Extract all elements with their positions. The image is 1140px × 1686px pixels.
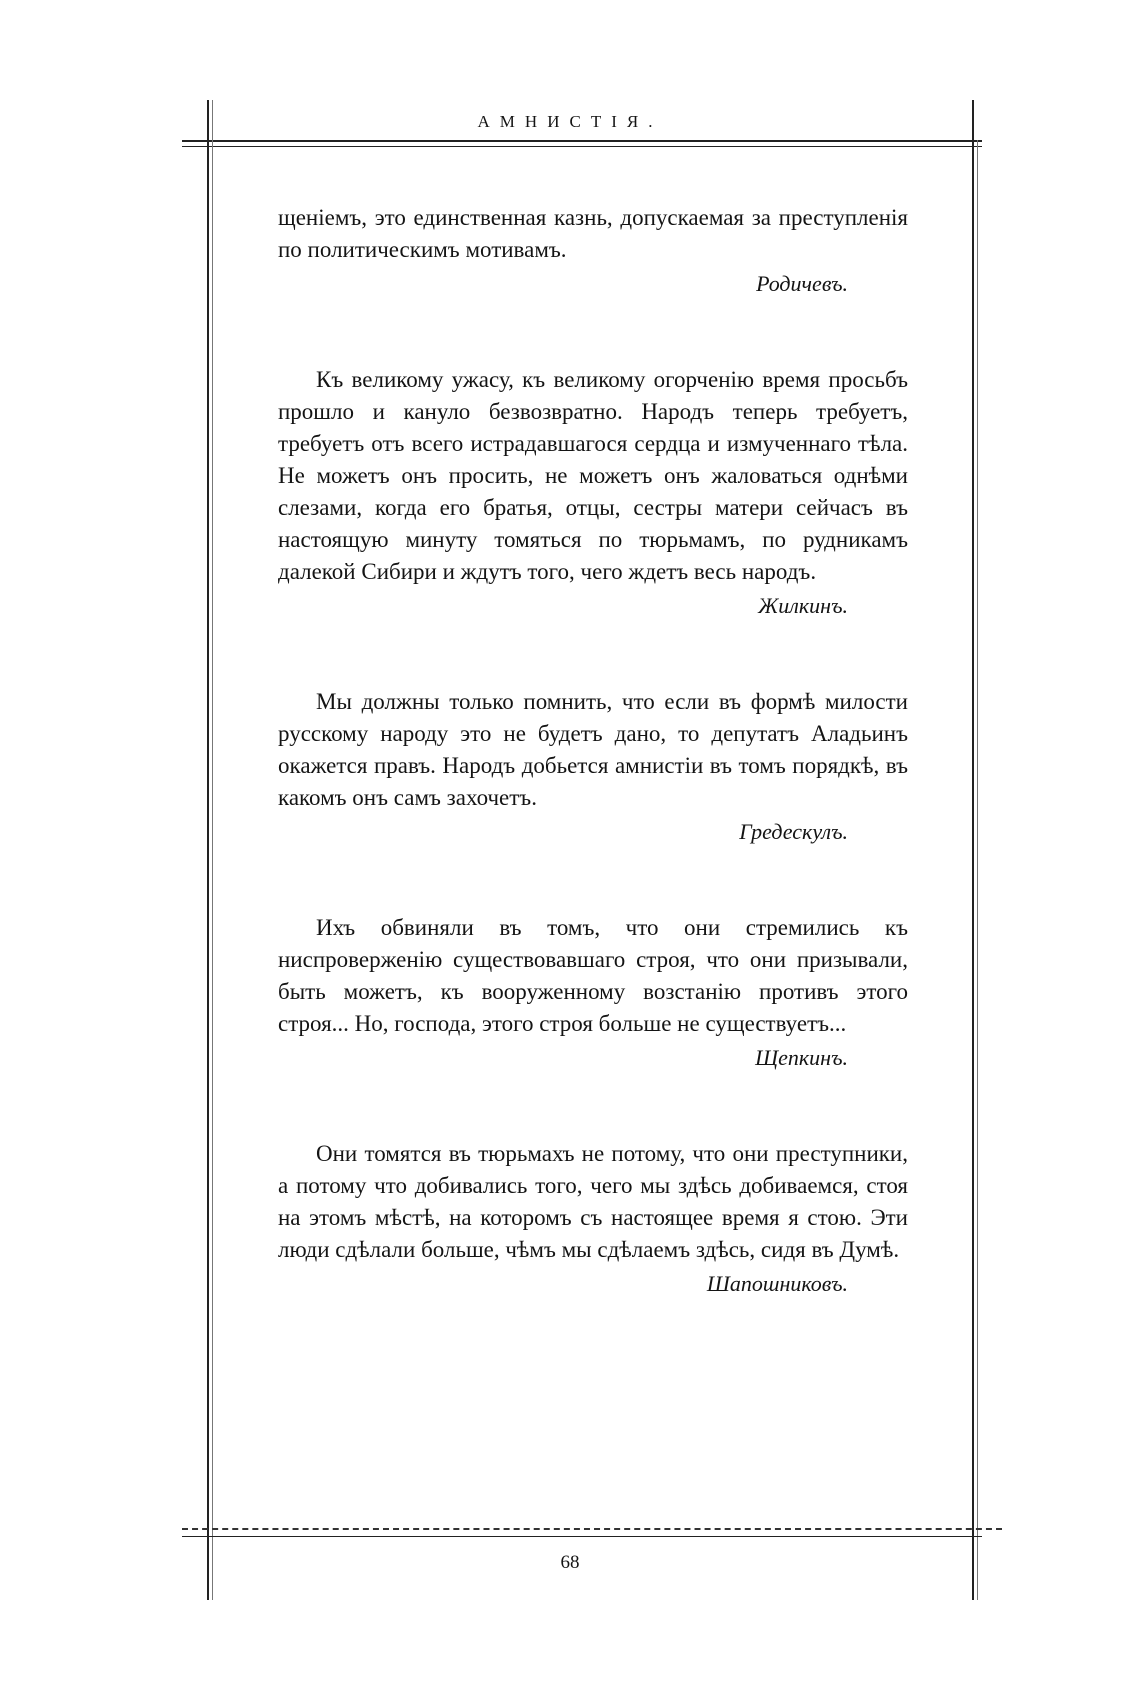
passage-gap — [278, 300, 908, 364]
passage-author: Щепкинъ. — [755, 1045, 848, 1070]
passage-3 — [278, 686, 908, 848]
passage-author: Шапошниковъ. — [706, 1271, 848, 1296]
frame-bottom-line-2 — [182, 1536, 982, 1537]
frame-right-line — [972, 100, 974, 1600]
page-body — [278, 202, 908, 1300]
frame-top-line-1 — [182, 140, 982, 142]
running-title: АМНИСТІЯ. — [477, 112, 663, 131]
passage-text: Къ великому ужасу, къ великому огорченію время просьбъ прошло и кануло безвозвратно. Народъ теперь требуетъ, требуетъ отъ всего истрадавшагося сердца и измученнаго тѣла. Не можетъ онъ просить, не можетъ онъ жаловаться однѣми слезами, когда его братья, отцы, сестры матери сейчасъ въ настоящую минуту томяться по тюрьмамъ, по рудникамъ далекой Сибири и ждутъ того, чего ждетъ весь народъ. — [278, 367, 908, 584]
frame-bottom-line-1 — [182, 1528, 1002, 1530]
passage-text: Ихъ обвиняли въ томъ, что они стремились къ ниспроверженію существовавшаго строя, что они призывали, быть можетъ, къ вооруженному возстанію противъ этого строя... Но, господа, этого строя больше не существуетъ... — [278, 915, 908, 1036]
passage-1 — [278, 202, 908, 300]
passage-author: Гредескулъ. — [739, 819, 848, 844]
frame-left-line — [207, 100, 209, 1600]
passage-5 — [278, 1138, 908, 1300]
frame-right-line-thin — [977, 140, 978, 1600]
passage-author: Жилкинъ. — [758, 593, 848, 618]
passage-2 — [278, 364, 908, 622]
frame-top-line-2 — [182, 146, 982, 147]
page-number: 68 — [560, 1552, 580, 1573]
passage-text: Мы должны только помнить, что если въ формѣ милости русскому народу это не будетъ дано, то депутатъ Аладьинъ окажется правъ. Народъ добьется амнистіи въ томъ порядкѣ, въ какомъ онъ самъ захочетъ. — [278, 689, 908, 810]
passage-gap — [278, 622, 908, 686]
passage-gap — [278, 848, 908, 912]
passage-gap — [278, 1074, 908, 1138]
passage-text: Они томятся въ тюрьмахъ не потому, что они преступники, а потому что добивались того, чего мы здѣсь добиваемся, стоя на этомъ мѣстѣ, на которомъ съ настоящее время я стою. Эти люди сдѣлали больше, чѣмъ мы сдѣлаемъ здѣсь, сидя въ Думѣ. — [278, 1141, 908, 1262]
passage-4 — [278, 912, 908, 1074]
passage-text: щеніемъ, это единственная казнь, допускаемая за преступленія по политическимъ мотивамъ. — [278, 205, 908, 262]
passage-author: Родичевъ. — [756, 271, 848, 296]
frame-left-line-thin — [212, 100, 213, 1600]
